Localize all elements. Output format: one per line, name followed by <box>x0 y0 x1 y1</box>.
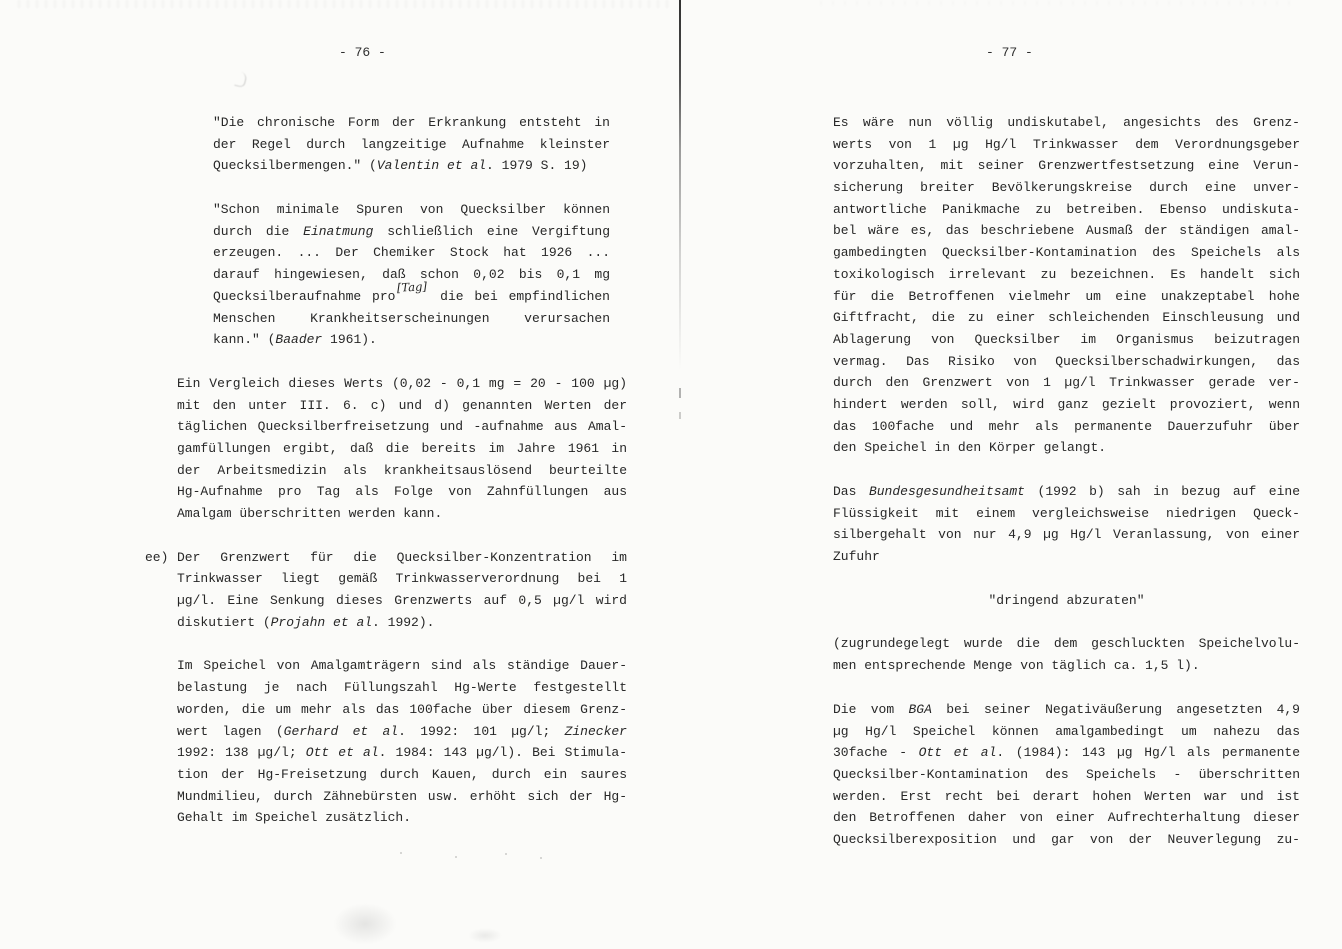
text-segment: "dringend abzuraten" <box>988 592 1145 608</box>
text-line <box>177 590 627 612</box>
paragraph-bundesgesundheitsamt <box>833 481 1300 568</box>
text-segment: durch den Grenzwert von 1 µg/l Trinkwasser gerade ver- <box>833 375 1300 391</box>
text-line <box>177 481 627 503</box>
text-segment: gamfüllungen ergibt, daß die bereits im Jahre 1961 in <box>177 440 627 456</box>
paragraph-bga <box>833 699 1300 851</box>
text-line <box>833 264 1300 286</box>
text-line <box>833 655 1300 677</box>
text-segment: µg/l. Eine Senkung dieses Grenzwerts auf 0,5 µg/l wird <box>177 593 627 609</box>
text-segment: Gehalt im Speichel zusätzlich. <box>177 810 412 826</box>
text-segment: men entsprechende Menge von täglich ca. 1,5 l). <box>833 658 1200 674</box>
text-line <box>833 199 1300 221</box>
handwritten-insertion: [Tag] <box>397 279 428 295</box>
text-line <box>213 134 610 156</box>
fold-dash-mark <box>679 388 681 398</box>
text-segment: silbergehalt von nur 4,9 µg Hg/l Veranlassung, von einer <box>833 527 1300 543</box>
italic-text: Baader <box>275 332 323 348</box>
text-line <box>177 677 627 699</box>
text-segment: Amalgam überschritten werden kann. <box>177 506 443 521</box>
text-segment: (1992 b) sah in bezug auf eine <box>1024 484 1300 499</box>
scan-smudge <box>468 928 502 943</box>
text-segment: mit den unter III. 6. c) und d) genannten Werten der <box>177 397 627 413</box>
text-line <box>833 524 1300 546</box>
text-line <box>177 721 627 743</box>
text-segment: Quecksilberaufnahme pro <box>213 288 396 304</box>
italic-text: Bundesgesundheitsamt <box>868 484 1025 499</box>
text-line <box>833 699 1300 721</box>
text-line <box>177 416 627 438</box>
text-line <box>177 612 627 634</box>
text-segment: "Schon minimale Spuren von Quecksilber können <box>213 202 610 218</box>
text-line <box>177 764 627 786</box>
text-segment: . (1984): 143 µg Hg/l als permanente <box>996 745 1300 761</box>
text-segment: vorzuhalten, mit seiner Grenzwertfestsetzung eine Verun- <box>833 158 1300 174</box>
text-segment: Menschen Krankheitserscheinungen verursachen <box>213 310 610 326</box>
text-segment: täglichen Quecksilberfreisetzung und -aufnahme aus Amal- <box>177 419 627 435</box>
page-77-text <box>833 112 1300 851</box>
item-label: ee) <box>145 549 169 565</box>
text-segment: Der Grenzwert für die Quecksilber-Konzentration im <box>177 549 627 565</box>
italic-text: BGA <box>908 701 932 717</box>
centered-quote <box>833 590 1300 612</box>
text-line <box>177 655 627 677</box>
text-segment: . 1992). <box>372 614 435 630</box>
text-segment: gambedingten Quecksilber-Kontamination des Speichels als <box>833 245 1300 261</box>
text-segment: Quecksilbermengen." ( <box>213 158 377 174</box>
text-line <box>213 329 610 351</box>
text-line <box>833 394 1300 416</box>
text-segment: . 1992: 101 µg/l; <box>398 723 565 739</box>
scan-speck <box>400 852 402 854</box>
text-line <box>833 786 1300 808</box>
text-line <box>177 742 627 764</box>
italic-text: Einatmung <box>303 223 374 239</box>
page-76-text <box>145 112 627 829</box>
text-segment: den Speichel in den Körper gelangt. <box>833 440 1107 456</box>
text-segment: vermag. Das Risiko von Quecksilberschadwirkungen, das <box>833 353 1300 369</box>
text-line <box>833 546 1300 568</box>
quote-valentin <box>213 112 610 177</box>
text-segment: Giftfracht, die zu einer schleichenden Einschleusung und <box>833 310 1300 326</box>
text-segment: darauf hingewiesen, daß schon 0,02 bis 0,1 mg <box>213 267 610 283</box>
text-line <box>213 199 610 221</box>
text-segment: werden. Erst recht bei derart hohen Werten war und ist <box>833 788 1300 804</box>
text-segment: 30fache - <box>833 745 919 761</box>
text-segment: toxikologisch irrelevant zu bezeichnen. Es handelt sich <box>833 266 1300 282</box>
fold-dash-mark <box>679 412 681 419</box>
text-segment: . 1979 S. 19) <box>486 158 588 174</box>
text-segment: Zufuhr <box>833 549 880 565</box>
text-line <box>833 134 1300 156</box>
page-number-right: - 77 - <box>986 45 1033 60</box>
text-segment: Im Speichel von Amalgamträgern sind als ständige Dauer- <box>177 658 627 674</box>
text-line <box>177 373 627 395</box>
text-line <box>833 307 1300 329</box>
text-line <box>213 221 610 243</box>
text-line <box>833 807 1300 829</box>
text-segment: durch die <box>213 223 304 239</box>
text-line <box>177 460 627 482</box>
text-segment: 1961). <box>322 332 377 348</box>
scan-speck <box>540 857 542 859</box>
text-line <box>177 807 627 829</box>
text-segment: "Die chronische Form der Erkrankung entsteht in <box>213 115 610 130</box>
scan-smudge <box>333 903 397 945</box>
text-line <box>833 633 1300 655</box>
text-segment: der Regel durch langzeitige Aufnahme kleinster <box>213 136 610 152</box>
text-segment: für die Betroffenen vielmehr um eine unakzeptabel hohe <box>833 288 1300 304</box>
text-segment: bei seiner Negativäußerung angesetzten 4,9 <box>931 701 1300 717</box>
text-segment: Flüssigkeit mit einem vergleichsweise niedrigen Queck- <box>833 505 1300 521</box>
text-line <box>177 438 627 460</box>
text-line <box>833 590 1300 612</box>
text-segment: Die vom <box>833 701 909 717</box>
text-line <box>177 503 627 525</box>
text-segment: wert lagen ( <box>177 723 284 739</box>
text-line <box>177 699 627 721</box>
italic-text: Zinecker <box>564 723 627 739</box>
italic-text: Ott et al <box>918 745 997 761</box>
text-segment: schließlich eine Vergiftung <box>373 223 611 239</box>
text-segment: 1992: 138 µg/l; <box>177 745 306 761</box>
text-line <box>177 547 627 569</box>
text-segment: Quecksilberexposition und gar von der Neuverlegung zu- <box>833 831 1300 847</box>
text-line <box>833 329 1300 351</box>
quote-baader <box>213 199 610 351</box>
text-segment: Hg-Aufnahme pro Tag als Folge von Zahnfüllungen aus <box>177 484 627 500</box>
italic-text: Ott et al <box>305 745 379 761</box>
text-line <box>833 351 1300 373</box>
text-line <box>833 764 1300 786</box>
text-line <box>833 177 1300 199</box>
text-line <box>833 829 1300 851</box>
text-line <box>833 155 1300 177</box>
text-segment: das 100fache und mehr als permanente Dauerzufuhr über <box>833 418 1300 434</box>
text-line <box>833 721 1300 743</box>
text-line <box>833 481 1300 503</box>
italic-text: Valentin et al <box>376 158 487 174</box>
text-segment: µg Hg/l Speichel können amalgambedingt um nahezu das <box>833 723 1300 739</box>
text-segment: tion der Hg-Freisetzung durch Kauen, durch ein saures <box>177 766 627 782</box>
text-segment: Ein Vergleich dieses Werts (0,02 - 0,1 mg = 20 - 100 µg) <box>177 375 627 391</box>
text-line <box>833 416 1300 438</box>
text-segment: der Arbeitsmedizin als krankheitsauslösend beurteilte <box>177 462 627 478</box>
text-line <box>833 242 1300 264</box>
text-line <box>213 242 610 264</box>
text-line <box>177 568 627 590</box>
text-line <box>833 112 1300 134</box>
text-line <box>833 286 1300 308</box>
italic-text: Projahn et al <box>270 614 373 630</box>
text-segment: diskutiert ( <box>177 614 271 630</box>
paragraph-undiskutabel <box>833 112 1300 459</box>
text-segment: hindert werden soll, wird ganz gezielt provoziert, wenn <box>833 396 1300 412</box>
text-line <box>213 279 610 308</box>
text-segment: Das <box>833 484 869 499</box>
page-77 <box>833 0 1300 851</box>
text-line <box>213 155 610 177</box>
text-segment: Mundmilieu, durch Zähnebürsten usw. erhöht sich der Hg- <box>177 788 627 804</box>
page-number-left: - 76 - <box>339 45 386 60</box>
text-segment: den Betroffenen daher von einer Aufrechterhaltung dieser <box>833 810 1300 826</box>
page-fold-line <box>679 0 681 370</box>
text-segment: worden, die um mehr als das 100fache über diesem Grenz- <box>177 701 627 717</box>
text-segment: sicherung breiter Bevölkerungskreise durch eine unver- <box>833 180 1300 196</box>
text-segment: werts von 1 µg Hg/l Trinkwasser dem Verordnungsgeber <box>833 136 1300 152</box>
text-line <box>213 308 610 330</box>
paragraph-speichel <box>177 655 627 829</box>
text-line <box>177 395 627 417</box>
text-line <box>833 742 1300 764</box>
paragraph-vergleich <box>177 373 627 525</box>
text-segment: kann." ( <box>213 332 276 348</box>
text-segment: Trinkwasser liegt gemäß Trinkwasserverordnung bei 1 <box>177 571 627 587</box>
scan-speck <box>505 853 507 855</box>
text-segment: erzeugen. ... Der Chemiker Stock hat 1926 ... <box>213 245 610 261</box>
text-segment: belastung je nach Füllungszahl Hg-Werte festgestellt <box>177 680 627 696</box>
text-segment: (zugrundegelegt wurde die dem geschluckten Speichelvolu- <box>833 636 1300 652</box>
text-line <box>213 112 610 134</box>
text-segment: bel wäre es, das beschriebene Ausmaß der ständigen amal- <box>833 223 1300 239</box>
text-segment: Quecksilber-Kontamination des Speichels - überschritten <box>833 766 1300 782</box>
text-segment: die bei empfindlichen <box>429 288 610 304</box>
text-line <box>177 786 627 808</box>
scan-speck <box>455 856 457 858</box>
text-segment: antwortliche Panikmache zu betreiben. Ebenso undiskuta- <box>833 201 1300 217</box>
text-line <box>833 220 1300 242</box>
italic-text: Gerhard et al <box>283 723 399 739</box>
text-segment: Es wäre nun völlig undiskutabel, angesichts des Grenz- <box>833 115 1300 130</box>
paragraph-zugrundegelegt <box>833 633 1300 676</box>
text-segment: . 1984: 143 µg/l). Bei Stimula- <box>378 745 628 761</box>
page-76 <box>145 0 627 829</box>
text-line <box>833 437 1300 459</box>
list-item-ee <box>145 547 627 634</box>
text-segment: Ablagerung von Quecksilber im Organismus beizutragen <box>833 331 1300 347</box>
text-line <box>833 372 1300 394</box>
text-line <box>833 503 1300 525</box>
